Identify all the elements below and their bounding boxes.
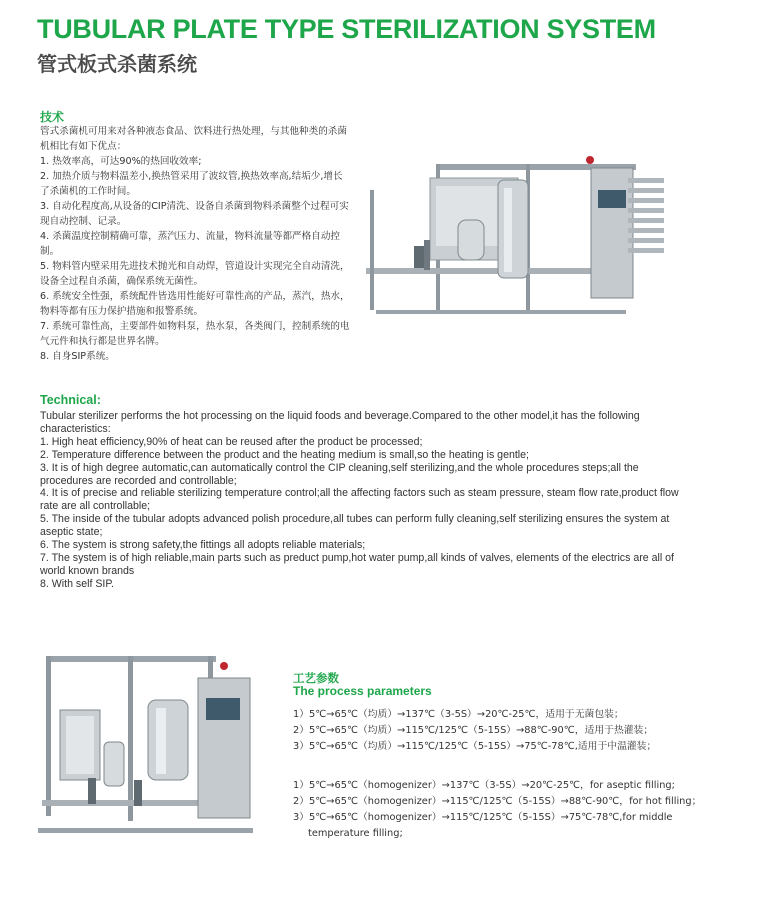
page-subtitle-cn: 管式板式杀菌系统 xyxy=(37,52,197,76)
cn-paragraph: 3. 自动化程度高,从设备的CIP清洗、设备自杀菌到物料杀菌整个过程可实现自动控制、记录。 xyxy=(40,201,349,227)
cn-paragraph: 8. 自身SIP系统。 xyxy=(40,351,115,362)
process-item-cn: 2）5℃→65℃（均质）→115℃/125℃（5-15S）→88℃-90℃，适用于热灌装； xyxy=(293,725,654,736)
en-paragraph: 4. It is of precise and reliable sterilizing temperature control;all the affecting factors such as steam pressure, steam flow rate,product flow rate are all controllable; xyxy=(40,487,679,513)
en-paragraph: 5. The inside of the tubular adopts advanced polish procedure,all tubes can perform fully cleaning,self sterilizing ensures the system at aseptic state; xyxy=(40,513,670,539)
en-paragraph: 6. The system is strong safety,the fittings all adopts reliable materials; xyxy=(40,539,366,552)
process-list-cn xyxy=(293,707,656,755)
technical-section-body xyxy=(40,410,680,591)
en-paragraph: 1. High heat efficiency,90% of heat can be reused after the product be processed; xyxy=(40,435,423,448)
en-paragraph: 3. It is of high degree automatic,can automatically control the CIP cleaning,self sterilizing,and the whole procedures steps;all the procedures are recorded and controllable; xyxy=(40,461,639,487)
process-list-en xyxy=(293,778,713,842)
en-paragraph: Tubular sterilizer performs the hot processing on the liquid foods and beverage.Compared to the other model,it has the following characteristics: xyxy=(40,410,640,435)
process-item-en: 1）5℃→65℃（homogenizer）→137℃（3-5S）→20℃-25℃，for aseptic filling; xyxy=(293,780,675,791)
cn-paragraph: 6. 系统安全性强，系统配件皆选用性能好可靠性高的产品，蒸汽，热水，物料等都有压力保护措施和报警系统。 xyxy=(40,291,350,317)
chinese-section-heading: 技术 xyxy=(40,110,65,124)
process-item-cn: 1）5℃→65℃（均质）→137℃（3-5S）→20℃-25℃，适用于无菌包装； xyxy=(293,709,624,720)
cn-paragraph: 管式杀菌机可用来对各种液态食品、饮料进行热处理，与其他种类的杀菌机相比有如下优点： xyxy=(40,126,347,152)
tubular-sterilizer-photo xyxy=(366,150,666,320)
cn-paragraph: 1. 热效率高，可达90%的热回收效率; xyxy=(40,156,202,167)
process-item-cn: 3）5℃→65℃（均质）→115℃/125℃（5-15S）→75℃-78℃,适用于中温灌装； xyxy=(293,741,657,752)
technical-section-heading: Technical: xyxy=(40,393,101,407)
cn-paragraph: 7. 系统可靠性高，主要部件如物料泵，热水泵，各类阀门，控制系统的电气元件和执行都是世界名牌。 xyxy=(40,321,350,347)
en-paragraph: 7. The system is of high reliable,main parts such as preduct pump,hot water pump,all kinds of valves, elements of the electrics are all of world known brands xyxy=(40,551,674,577)
chinese-section-body xyxy=(40,124,352,364)
cn-paragraph: 5. 物料管内壁采用先进技术抛光和自动焊，管道设计实现完全自动清洗，设备全过程自杀菌，确保系统无菌性。 xyxy=(40,261,350,287)
process-item-en-continuation: temperature filling; xyxy=(308,828,403,839)
process-item-en: 2）5℃→65℃（homogenizer）→115℃/125℃（5-15S）→88℃-90℃，for hot filling； xyxy=(293,796,702,807)
page-title: TUBULAR PLATE TYPE STERILIZATION SYSTEM xyxy=(37,14,656,44)
process-item-en: 3）5℃→65℃（homogenizer）→115℃/125℃（5-15S）→75℃-78℃,for middle xyxy=(293,812,673,823)
cn-paragraph: 2. 加热介质与物料温差小,换热管采用了波纹管,换热效率高,结垢少,增长了杀菌机的工作时间。 xyxy=(40,171,343,197)
en-paragraph: 2. Temperature difference between the product and the heating medium is small,so the heating is gentle; xyxy=(40,448,529,461)
process-heading-en: The process parameters xyxy=(293,684,432,698)
en-paragraph: 8. With self SIP. xyxy=(40,577,114,590)
cn-paragraph: 4. 杀菌温度控制精确可靠，蒸汽压力、流量，物料流量等都严格自动控制。 xyxy=(40,231,341,257)
plate-sterilizer-photo xyxy=(38,650,268,840)
process-heading-cn: 工艺参数 xyxy=(293,671,339,685)
